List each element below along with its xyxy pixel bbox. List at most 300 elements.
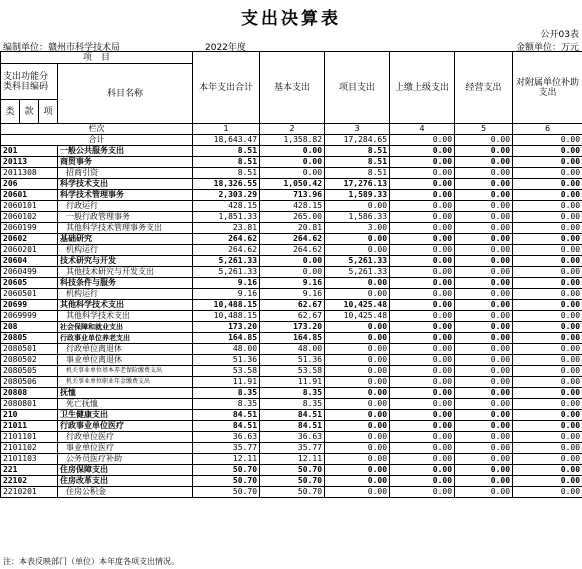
row-value: 0.00 [513,344,582,355]
row-value: 8.35 [260,388,325,399]
header-item: 项 目 [1,52,193,64]
row-value: 51.36 [193,355,260,366]
row-value: 0.00 [390,476,455,487]
col-number: 2 [260,124,325,135]
row-name: 抚恤 [58,388,193,399]
row-value: 5,261.33 [325,267,390,278]
row-value: 8.35 [260,399,325,410]
row-value: 0.00 [325,410,390,421]
row-value: 713.96 [260,190,325,201]
table-row [1,443,582,454]
row-value: 12.11 [193,454,260,465]
report-title: 支出决算表 [241,9,341,29]
row-value: 53.58 [260,366,325,377]
table-row [1,234,582,245]
row-value: 0.00 [455,432,513,443]
row-value: 0.00 [513,212,582,223]
row-value: 0.00 [325,333,390,344]
row-code: 2069999 [1,311,58,322]
row-code: 20604 [1,256,58,267]
row-value: 0.00 [390,190,455,201]
row-value: 0.00 [325,366,390,377]
row-name: 住房改革支出 [58,476,193,487]
row-name: 社会保障和就业支出 [58,322,193,333]
row-code: 20602 [1,234,58,245]
row-value: 35.77 [193,443,260,454]
table-row [1,146,582,157]
row-value: 0.00 [455,179,513,190]
row-value: 9.16 [260,289,325,300]
row-value: 0.00 [390,322,455,333]
header-name: 科目名称 [58,64,193,124]
row-code: 2060102 [1,212,58,223]
header-lei: 类 [1,100,20,124]
row-value: 0.00 [513,157,582,168]
row-name: 其他科学技术支出 [58,300,193,311]
footnote: 注：本表反映部门（单位）本年度各项支出情况。 [3,557,179,566]
table-row [1,333,582,344]
row-value: 0.00 [455,311,513,322]
row-value: 50.70 [260,465,325,476]
total-value: 18,643.47 [193,135,260,146]
row-value: 8.51 [193,146,260,157]
table-row [1,311,582,322]
row-value: 173.20 [260,322,325,333]
row-value: 0.00 [455,256,513,267]
col-number: 4 [390,124,455,135]
row-name: 一般行政管理事务 [58,212,193,223]
header-col-4: 上缴上级支出 [390,52,455,124]
form-number: 公开03表 [540,30,579,40]
row-value: 0.00 [325,454,390,465]
row-value: 0.00 [325,388,390,399]
table-row [1,289,582,300]
row-value: 1,050.42 [260,179,325,190]
row-value: 36.63 [260,432,325,443]
row-code: 20605 [1,278,58,289]
row-code: 2101103 [1,454,58,465]
row-value: 0.00 [513,355,582,366]
row-value: 0.00 [390,201,455,212]
row-value: 0.00 [513,322,582,333]
row-value: 0.00 [390,256,455,267]
row-value: 8.51 [193,157,260,168]
row-value: 0.00 [455,410,513,421]
row-value: 0.00 [513,487,582,498]
row-value: 50.70 [193,465,260,476]
row-value: 0.00 [455,487,513,498]
row-value: 264.62 [193,234,260,245]
row-name: 行政事业单位医疗 [58,421,193,432]
total-value: 17,284.65 [325,135,390,146]
header-code: 支出功能分类科目编码 [1,64,58,100]
row-name: 其他技术研究与开发支出 [58,267,193,278]
table-row [1,421,582,432]
row-value: 0.00 [455,157,513,168]
row-name: 机构运行 [58,245,193,256]
total-label: 合计 [1,135,193,146]
table-row [1,190,582,201]
row-value: 0.00 [513,399,582,410]
row-code: 21011 [1,421,58,432]
row-value: 12.11 [260,454,325,465]
row-value: 0.00 [325,322,390,333]
table-row [1,344,582,355]
row-value: 0.00 [455,443,513,454]
row-value: 0.00 [513,289,582,300]
row-value: 17,276.13 [325,179,390,190]
col-number: 1 [193,124,260,135]
row-value: 48.00 [193,344,260,355]
row-code: 210 [1,410,58,421]
row-value: 0.00 [513,168,582,179]
row-value: 50.70 [260,476,325,487]
row-value: 428.15 [193,201,260,212]
row-value: 0.00 [390,146,455,157]
row-value: 0.00 [390,245,455,256]
row-code: 2060499 [1,267,58,278]
row-value: 0.00 [390,399,455,410]
row-name: 招商引资 [58,168,193,179]
row-value: 0.00 [325,465,390,476]
row-name: 科学技术支出 [58,179,193,190]
row-value: 0.00 [260,168,325,179]
row-value: 0.00 [455,399,513,410]
row-value: 18,326.55 [193,179,260,190]
row-code: 201 [1,146,58,157]
row-value: 50.70 [193,487,260,498]
row-value: 9.16 [193,289,260,300]
row-value: 0.00 [513,311,582,322]
row-value: 0.00 [513,256,582,267]
row-name: 行政运行 [58,201,193,212]
row-code: 2060501 [1,289,58,300]
row-value: 0.00 [390,366,455,377]
row-name: 基础研究 [58,234,193,245]
row-value: 5,261.33 [193,256,260,267]
row-value: 0.00 [390,443,455,454]
row-code: 22102 [1,476,58,487]
row-value: 0.00 [325,487,390,498]
row-code: 20113 [1,157,58,168]
row-value: 0.00 [390,432,455,443]
row-value: 9.16 [260,278,325,289]
row-name: 卫生健康支出 [58,410,193,421]
row-value: 48.00 [260,344,325,355]
row-value: 0.00 [455,377,513,388]
row-value: 0.00 [390,344,455,355]
row-code: 2080801 [1,399,58,410]
row-value: 84.51 [193,421,260,432]
table-row [1,366,582,377]
row-value: 51.36 [260,355,325,366]
row-value: 8.51 [193,168,260,179]
row-value: 0.00 [513,234,582,245]
row-code: 2101101 [1,432,58,443]
table-row [1,465,582,476]
row-code: 2210201 [1,487,58,498]
row-value: 0.00 [455,190,513,201]
row-name: 住房保障支出 [58,465,193,476]
row-value: 0.00 [390,311,455,322]
row-value: 0.00 [325,399,390,410]
total-value: 0.00 [455,135,513,146]
row-value: 0.00 [513,465,582,476]
row-value: 0.00 [455,201,513,212]
row-value: 0.00 [390,234,455,245]
row-value: 0.00 [455,146,513,157]
row-code: 2060101 [1,201,58,212]
row-value: 0.00 [390,278,455,289]
row-value: 0.00 [513,267,582,278]
col-number: 6 [513,124,582,135]
row-value: 0.00 [390,157,455,168]
row-value: 0.00 [325,476,390,487]
row-value: 0.00 [390,300,455,311]
row-value: 0.00 [513,245,582,256]
row-value: 0.00 [325,421,390,432]
row-code: 20808 [1,388,58,399]
row-value: 0.00 [513,476,582,487]
row-value: 0.00 [325,432,390,443]
compiling-unit: 编制单位：赣州市科学技术局 [3,43,121,53]
row-name: 行政单位离退休 [58,344,193,355]
row-value: 0.00 [513,146,582,157]
row-value: 0.00 [513,366,582,377]
row-value: 0.00 [390,465,455,476]
row-value: 0.00 [390,388,455,399]
total-value: 1,358.82 [260,135,325,146]
row-value: 20.81 [260,223,325,234]
row-code: 2060201 [1,245,58,256]
col-number: 3 [325,124,390,135]
row-value: 0.00 [513,443,582,454]
row-value: 0.00 [325,234,390,245]
row-value: 5,261.33 [193,267,260,278]
row-value: 36.63 [193,432,260,443]
row-value: 0.00 [325,278,390,289]
row-value: 173.20 [193,322,260,333]
row-value: 0.00 [455,223,513,234]
row-value: 0.00 [390,355,455,366]
row-code: 221 [1,465,58,476]
report-year: 2022年度 [205,43,246,53]
row-value: 9.16 [193,278,260,289]
row-name: 死亡抚恤 [58,399,193,410]
row-value: 8.35 [193,388,260,399]
row-name: 机构运行 [58,289,193,300]
row-value: 0.00 [513,432,582,443]
row-value: 0.00 [513,333,582,344]
header-kuan: 款 [20,100,39,124]
row-value: 428.15 [260,201,325,212]
row-value: 0.00 [513,300,582,311]
table-row [1,168,582,179]
row-value: 0.00 [455,234,513,245]
row-value: 11.91 [193,377,260,388]
row-name: 住房公积金 [58,487,193,498]
row-code: 208 [1,322,58,333]
row-value: 0.00 [325,289,390,300]
row-value: 0.00 [455,454,513,465]
row-code: 2080506 [1,377,58,388]
row-value: 11.91 [260,377,325,388]
row-value: 84.51 [260,421,325,432]
row-value: 0.00 [260,146,325,157]
row-value: 0.00 [390,289,455,300]
row-value: 8.51 [325,157,390,168]
table-row [1,454,582,465]
table-row [1,157,582,168]
row-value: 0.00 [455,278,513,289]
row-value: 265.00 [260,212,325,223]
row-name: 其他科学技术支出 [58,311,193,322]
row-value: 0.00 [513,179,582,190]
row-name: 行政事业单位养老支出 [58,333,193,344]
row-name: 一般公共服务支出 [58,146,193,157]
table-row [1,278,582,289]
row-name: 商贸事务 [58,157,193,168]
col-number: 5 [455,124,513,135]
row-value: 0.00 [513,377,582,388]
row-code: 2080502 [1,355,58,366]
row-value: 0.00 [325,344,390,355]
row-name: 科技条件与服务 [58,278,193,289]
row-value: 62.67 [260,311,325,322]
table-row [1,256,582,267]
row-value: 1,586.33 [325,212,390,223]
row-value: 0.00 [325,377,390,388]
lanci-label: 栏次 [1,124,193,135]
row-value: 0.00 [390,267,455,278]
row-code: 2080501 [1,344,58,355]
row-value: 0.00 [513,190,582,201]
row-value: 0.00 [513,223,582,234]
row-value: 0.00 [390,410,455,421]
table-row [1,432,582,443]
row-value: 0.00 [260,256,325,267]
row-value: 0.00 [455,366,513,377]
total-value: 0.00 [513,135,582,146]
row-value: 0.00 [513,421,582,432]
row-name: 事业单位医疗 [58,443,193,454]
table-row [1,399,582,410]
row-name: 公务员医疗补助 [58,454,193,465]
row-value: 0.00 [390,487,455,498]
row-value: 0.00 [390,421,455,432]
row-name: 事业单位离退休 [58,355,193,366]
row-value: 0.00 [260,157,325,168]
row-value: 164.85 [260,333,325,344]
header-col-2: 基本支出 [260,52,325,124]
table-row [1,377,582,388]
row-name: 技术研究与开发 [58,256,193,267]
row-value: 10,425.48 [325,300,390,311]
row-name: 机关事业单位职业年金缴费支出 [58,377,193,388]
row-value: 264.62 [260,234,325,245]
table-row [1,212,582,223]
table-row [1,410,582,421]
table-row [1,388,582,399]
row-value: 5,261.33 [325,256,390,267]
row-code: 20601 [1,190,58,201]
row-value: 84.51 [260,410,325,421]
table-row [1,245,582,256]
row-name: 科学技术管理事务 [58,190,193,201]
expenditure-table [0,51,582,498]
row-name: 机关事业单位基本养老保险缴费支出 [58,366,193,377]
row-value: 0.00 [455,300,513,311]
row-value: 0.00 [325,355,390,366]
row-value: 0.00 [513,201,582,212]
row-value: 62.67 [260,300,325,311]
row-value: 0.00 [390,179,455,190]
row-code: 2080505 [1,366,58,377]
row-code: 2011308 [1,168,58,179]
row-value: 0.00 [455,421,513,432]
row-code: 20805 [1,333,58,344]
row-value: 0.00 [390,377,455,388]
row-value: 8.51 [325,168,390,179]
row-code: 206 [1,179,58,190]
row-value: 0.00 [455,267,513,278]
row-value: 10,425.48 [325,311,390,322]
header-col-3: 项目支出 [325,52,390,124]
row-value: 0.00 [455,168,513,179]
table-row [1,201,582,212]
row-value: 0.00 [390,454,455,465]
row-value: 0.00 [390,212,455,223]
row-value: 3.00 [325,223,390,234]
row-value: 1,589.33 [325,190,390,201]
row-value: 10,488.15 [193,300,260,311]
row-value: 264.62 [260,245,325,256]
row-value: 0.00 [455,212,513,223]
row-value: 0.00 [455,245,513,256]
row-value: 84.51 [193,410,260,421]
header-col-6: 对附属单位补助支出 [513,52,582,124]
row-value: 53.58 [193,366,260,377]
table-row [1,322,582,333]
row-value: 0.00 [513,410,582,421]
row-value: 35.77 [260,443,325,454]
row-value: 50.70 [193,476,260,487]
header-col-5: 经营支出 [455,52,513,124]
row-value: 0.00 [513,278,582,289]
total-value: 0.00 [390,135,455,146]
row-value: 50.70 [260,487,325,498]
row-value: 2,303.29 [193,190,260,201]
row-code: 2060199 [1,223,58,234]
row-value: 0.00 [455,476,513,487]
row-value: 0.00 [390,333,455,344]
row-value: 0.00 [390,168,455,179]
row-code: 2101102 [1,443,58,454]
header-xiang: 项 [39,100,58,124]
row-value: 0.00 [325,245,390,256]
row-value: 0.00 [455,355,513,366]
row-value: 0.00 [455,322,513,333]
row-value: 264.62 [193,245,260,256]
row-value: 0.00 [513,388,582,399]
row-value: 0.00 [455,344,513,355]
row-value: 0.00 [455,333,513,344]
row-value: 0.00 [455,465,513,476]
table-row [1,355,582,366]
row-value: 0.00 [260,267,325,278]
header-col-1: 本年支出合计 [193,52,260,124]
table-row [1,179,582,190]
